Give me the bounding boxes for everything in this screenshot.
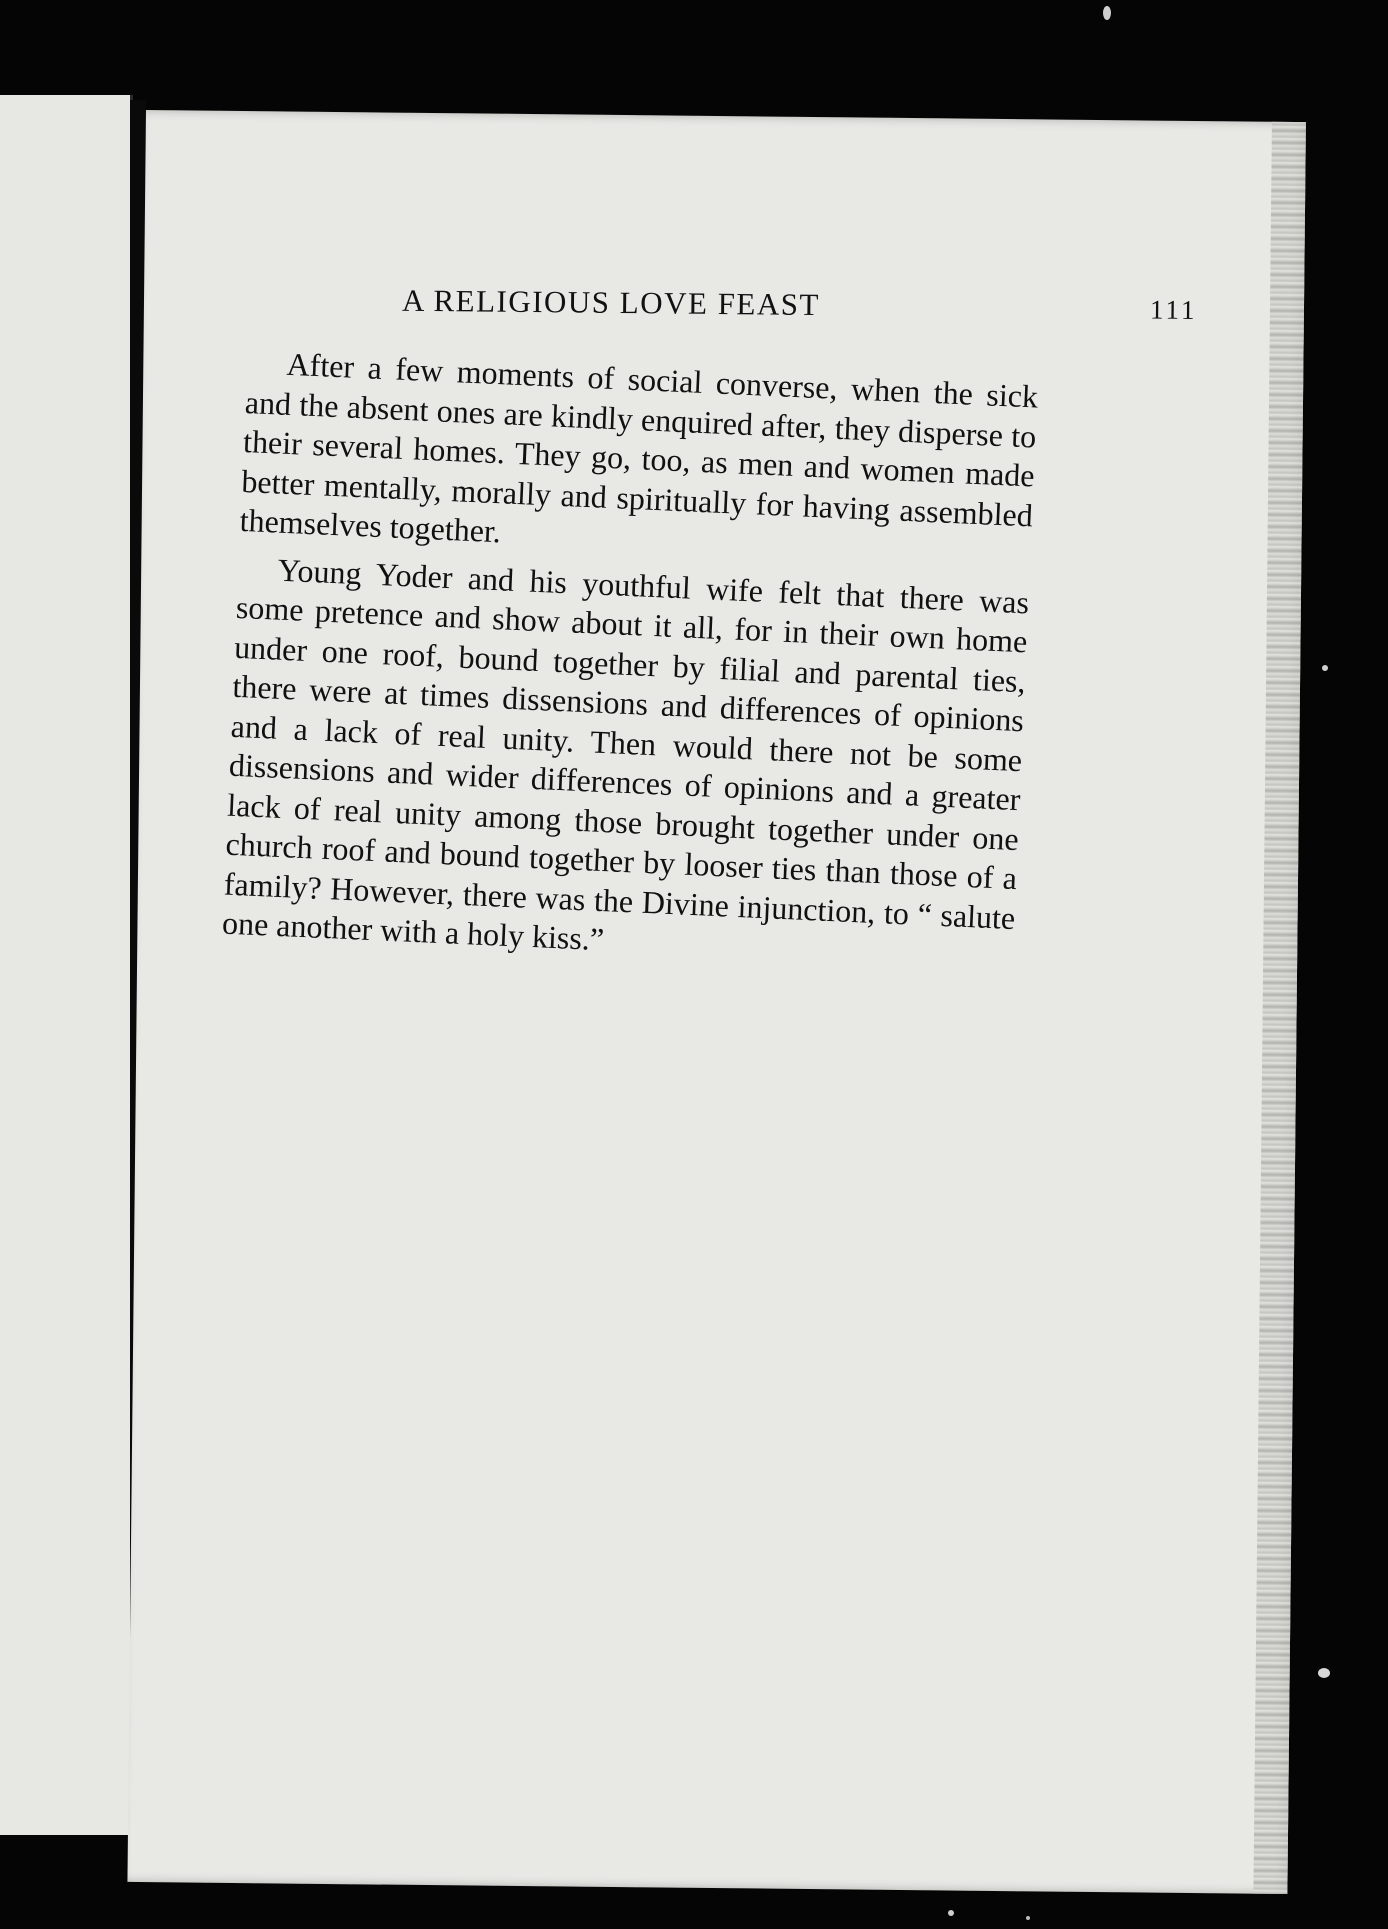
book-page (127, 110, 1305, 1894)
running-header (402, 283, 1202, 327)
chapter-running-title: A RELIGIOUS LOVE FEAST (401, 282, 821, 323)
page-edge-stack (1253, 122, 1306, 1894)
paragraph: Young Yoder and his youthful wife felt that there was some pretence and show about it all, for in their own home under one roof, bound together by filial and parental ties, there were at times dissensions and differences of opinions and a lack of real unity. Then would there not be some dissensions and wider differences of opinions and a greater lack of real unity among those brought together under one church roof and bound together by looser ties than those of a family? However, there was the Divine injunction, to “ salute one another with a holy kiss.” (221, 551, 1030, 958)
paragraph: After a few moments of social converse, when the sick and the absent ones are kindly enquired after, they disperse to their several homes. They go, too, as men and women made better mentally, morally and spiritually for having assembled themselves together. (239, 345, 1039, 550)
left-facing-page (0, 95, 133, 1835)
page-body (221, 343, 1039, 985)
page-number: 111 (1149, 294, 1198, 326)
